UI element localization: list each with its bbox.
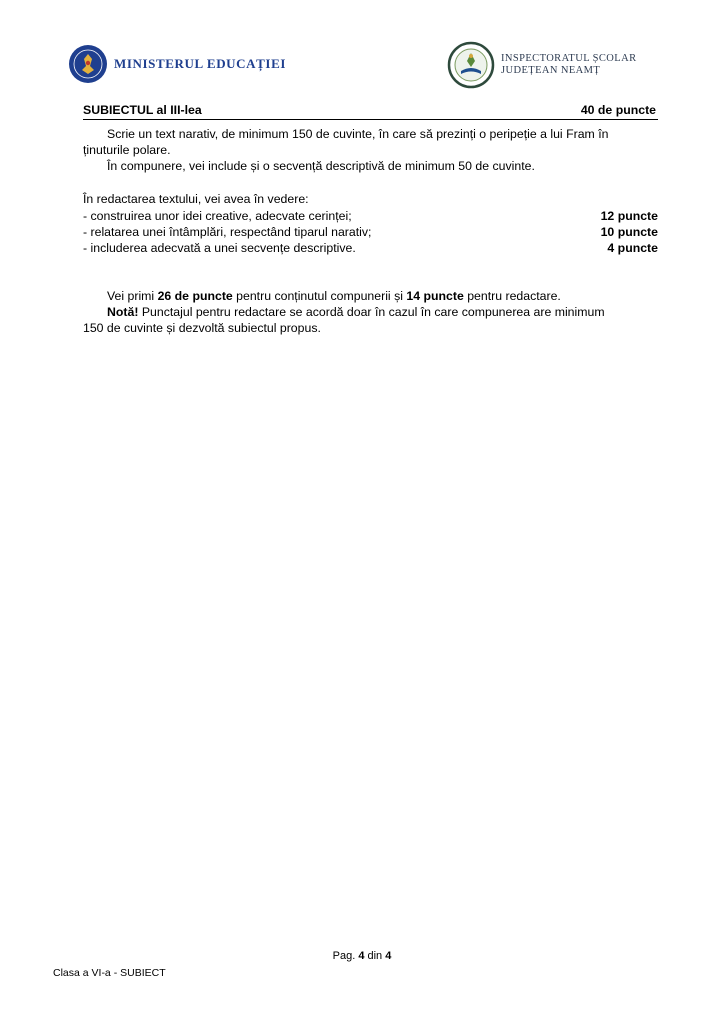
page-current: 4 xyxy=(358,950,365,962)
ministry-name: MINISTERUL EDUCAȚIEI xyxy=(114,56,287,71)
criteria-item-points: 12 puncte xyxy=(600,209,658,223)
inspectorate-name-line2: JUDEȚEAN NEAMȚ xyxy=(501,65,601,76)
scoring-pre: Vei primi xyxy=(107,289,158,303)
inspectorate-logo xyxy=(447,41,636,89)
inspectorate-name-line1: INSPECTORATUL ȘCOLAR xyxy=(501,53,637,64)
page-total: 4 xyxy=(385,950,392,962)
task-line-2: ținuturile polare. xyxy=(83,143,171,157)
class-label: Clasa a VI-a - SUBIECT xyxy=(53,967,166,979)
criteria-intro: În redactarea textului, vei avea în vedere: xyxy=(83,192,309,206)
criteria-item-points: 4 puncte xyxy=(607,241,658,255)
section-heading xyxy=(83,103,658,120)
note-line-1 xyxy=(107,304,605,320)
task-line-3: În compunere, vei include și o secvență descriptivă de minimum 50 de cuvinte. xyxy=(107,159,535,173)
scoring-mid: pentru conținutul compunerii și xyxy=(232,289,407,303)
ministry-logo xyxy=(68,44,286,84)
criteria-item-points: 10 puncte xyxy=(600,225,658,239)
note-label: Notă! xyxy=(107,305,139,319)
criteria-item-text: - construirea unor idei creative, adecvate cerinței; xyxy=(83,209,352,223)
writing-points: 14 puncte xyxy=(406,289,464,303)
content-points: 26 de puncte xyxy=(157,289,233,303)
section-points: 40 de puncte xyxy=(580,103,656,117)
page-separator: din xyxy=(364,950,386,962)
page-number xyxy=(0,950,724,962)
task-line-1: Scrie un text narativ, de minimum 150 de cuvinte, în care să prezinți o peripeție a lui Fram în xyxy=(107,127,609,141)
inspectorate-badge-icon xyxy=(447,41,495,89)
page-label: Pag. xyxy=(332,950,359,962)
section-title: SUBIECTUL al III-lea xyxy=(83,103,202,117)
scoring-summary xyxy=(107,288,561,304)
note-text: Punctajul pentru redactare se acordă doar în cazul în care compunerea are minimum xyxy=(138,305,605,319)
criteria-item-text: - includerea adecvată a unei secvențe descriptive. xyxy=(83,241,356,255)
ministry-seal-icon xyxy=(68,44,108,84)
scoring-post: pentru redactare. xyxy=(463,289,561,303)
criteria-item-text: - relatarea unei întâmplări, respectând tiparul narativ; xyxy=(83,225,372,239)
note-line-2: 150 de cuvinte și dezvoltă subiectul propus. xyxy=(83,321,321,335)
